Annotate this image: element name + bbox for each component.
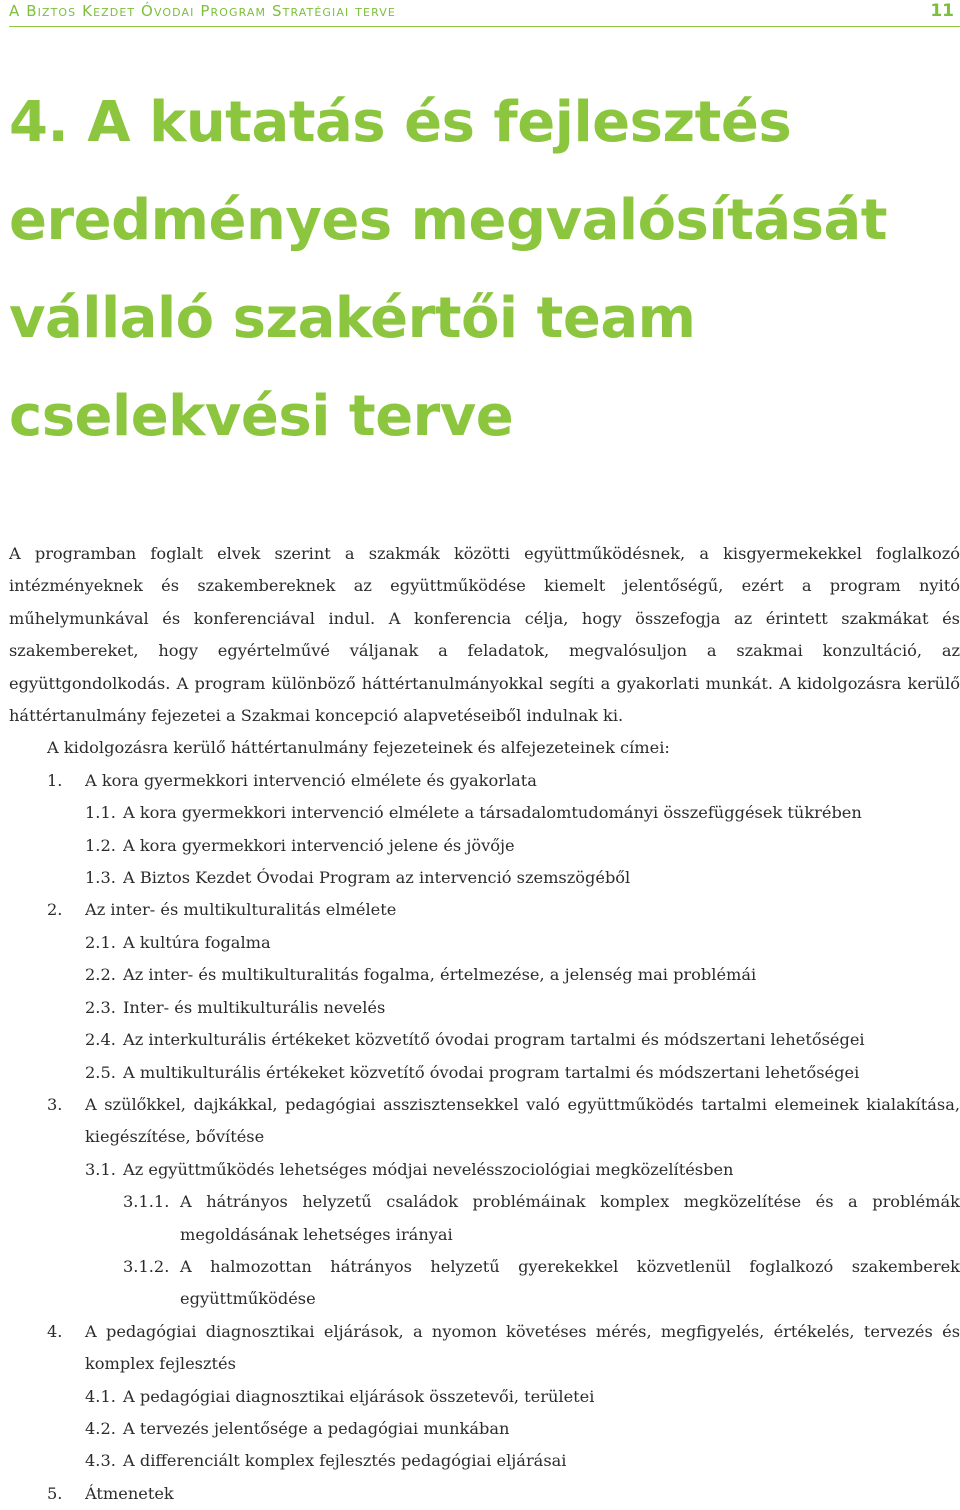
outline-item-title: Az inter- és multikulturalitás fogalma, értelmezése, a jelenség mai problémái xyxy=(123,965,757,985)
chapter-outline xyxy=(9,765,960,1510)
body-text xyxy=(9,538,960,1510)
outline-item-title: A halmozottan hátrányos helyzetű gyerekekkel közvetlenül foglalkozó szakemberek együttműködése xyxy=(180,1256,960,1309)
outline-item xyxy=(9,1186,960,1251)
outline-item xyxy=(9,1381,960,1413)
outline-item-number: 1.2. xyxy=(85,835,116,855)
outline-item xyxy=(9,992,960,1024)
outline-item-title: Az együttműködés lehetséges módjai nevelésszociológiai megközelítésben xyxy=(123,1159,734,1179)
outline-item-number: 4.2. xyxy=(85,1418,116,1438)
outline-item-title: A kora gyermekkori intervenció elmélete a társadalomtudományi összefüggések tükrében xyxy=(123,803,862,823)
chapter-title-line: vállaló szakértői team xyxy=(9,286,696,351)
outline-item-title: Átmenetek xyxy=(85,1483,174,1503)
outline-item xyxy=(9,1478,960,1510)
chapter-title-line: 4. A kutatás és fejlesztés xyxy=(9,90,792,155)
outline-item-title: A multikulturális értékeket közvetítő óvodai program tartalmi és módszertani lehetőségei xyxy=(123,1062,860,1082)
outline-item xyxy=(9,797,960,829)
chapter-title xyxy=(9,74,949,466)
outline-item xyxy=(9,1316,960,1381)
outline-item-number: 2.1. xyxy=(85,932,116,952)
outline-item xyxy=(9,1024,960,1056)
outline-item-number: 2.5. xyxy=(85,1062,116,1082)
outline-item xyxy=(9,959,960,991)
outline-item-title: A differenciált komplex fejlesztés pedagógiai eljárásai xyxy=(123,1451,567,1471)
outline-item-number: 3.1.2. xyxy=(123,1256,170,1276)
outline-item-title: A pedagógiai diagnosztikai eljárások összetevői, területei xyxy=(123,1386,595,1406)
outline-item-number: 5. xyxy=(47,1483,63,1503)
outline-item xyxy=(9,765,960,797)
outline-item xyxy=(9,1057,960,1089)
outline-item xyxy=(9,1154,960,1186)
outline-item-number: 3. xyxy=(47,1094,63,1114)
header-title: A Biztos Kezdet Óvodai Program Stratégiai terve xyxy=(9,2,396,20)
outline-item-number: 2. xyxy=(47,900,63,920)
running-header xyxy=(9,0,960,27)
outline-item-number: 1. xyxy=(47,770,63,790)
outline-item-number: 2.3. xyxy=(85,997,116,1017)
outline-item xyxy=(9,862,960,894)
outline-item-number: 1.1. xyxy=(85,803,116,823)
outline-item xyxy=(9,1251,960,1316)
outline-item-number: 1.3. xyxy=(85,868,116,888)
outline-item-title: A hátrányos helyzetű családok problémáinak komplex megközelítése és a problémák megoldásának lehetséges irányai xyxy=(180,1192,960,1244)
outline-item-title: A tervezés jelentősége a pedagógiai munkában xyxy=(123,1418,510,1438)
outline-item xyxy=(9,1089,960,1154)
outline-item-title: A Biztos Kezdet Óvodai Program az intervenció szemszögéből xyxy=(123,868,631,888)
outline-item-title: Inter- és multikulturális nevelés xyxy=(123,997,386,1017)
outline-item xyxy=(9,1445,960,1477)
outline-item-title: A kultúra fogalma xyxy=(123,932,271,952)
outline-item-number: 3.1.1. xyxy=(123,1192,170,1212)
outline-item xyxy=(9,927,960,959)
outline-item xyxy=(9,1413,960,1445)
chapter-title-line: eredményes megvalósítását xyxy=(9,188,888,253)
outline-item xyxy=(9,894,960,926)
outline-item-number: 4. xyxy=(47,1321,63,1341)
outline-intro: A kidolgozásra kerülő háttértanulmány fejezeteinek és alfejezeteinek címei: xyxy=(47,738,670,758)
outline-item-title: A kora gyermekkori intervenció elmélete és gyakorlata xyxy=(85,770,537,790)
intro-paragraph: A programban foglalt elvek szerint a szakmák közötti együttműködésnek, a kisgyermekekkel foglalkozó intézményeknek és szakembereknek az együttműködése kiemelt jelentőségű, ezért a program nyitó műhelymunkával és konferenciával indul. A konferencia célja, hogy összefogja az érintett szakmákat és szakembereket, hogy egyértelművé váljanak a feladatok, megvalósuljon a szakmai konzultáció, az együttgondolkodás. A program különböző háttértanulmányokkal segíti a gyakorlati munkát. A kidolgozásra kerülő háttértanulmány fejezetei a Szakmai koncepció alapvetéseiből indulnak ki. xyxy=(9,544,960,726)
outline-item-title: Az interkulturális értékeket közvetítő óvodai program tartalmi és módszertani lehetőségei xyxy=(123,1030,865,1050)
outline-item-number: 2.2. xyxy=(85,965,116,985)
chapter-title-line: cselekvési terve xyxy=(9,384,514,449)
outline-item-title: Az inter- és multikulturalitás elmélete xyxy=(85,900,397,920)
outline-item-number: 4.1. xyxy=(85,1386,116,1406)
outline-item-number: 2.4. xyxy=(85,1030,116,1050)
outline-item-title: A pedagógiai diagnosztikai eljárások, a nyomon követéses mérés, megfigyelés, értékelés, tervezés és komplex fejlesztés xyxy=(85,1321,960,1374)
outline-item xyxy=(9,830,960,862)
outline-item-number: 4.3. xyxy=(85,1451,116,1471)
outline-item-title: A szülőkkel, dajkákkal, pedagógiai asszisztensekkel való együttműködés tartalmi elemeinek kialakítása, kiegészítése, bővítése xyxy=(85,1094,960,1147)
outline-item-number: 3.1. xyxy=(85,1159,116,1179)
outline-item-title: A kora gyermekkori intervenció jelene és jövője xyxy=(123,835,515,855)
page-number: 11 xyxy=(930,1,954,21)
